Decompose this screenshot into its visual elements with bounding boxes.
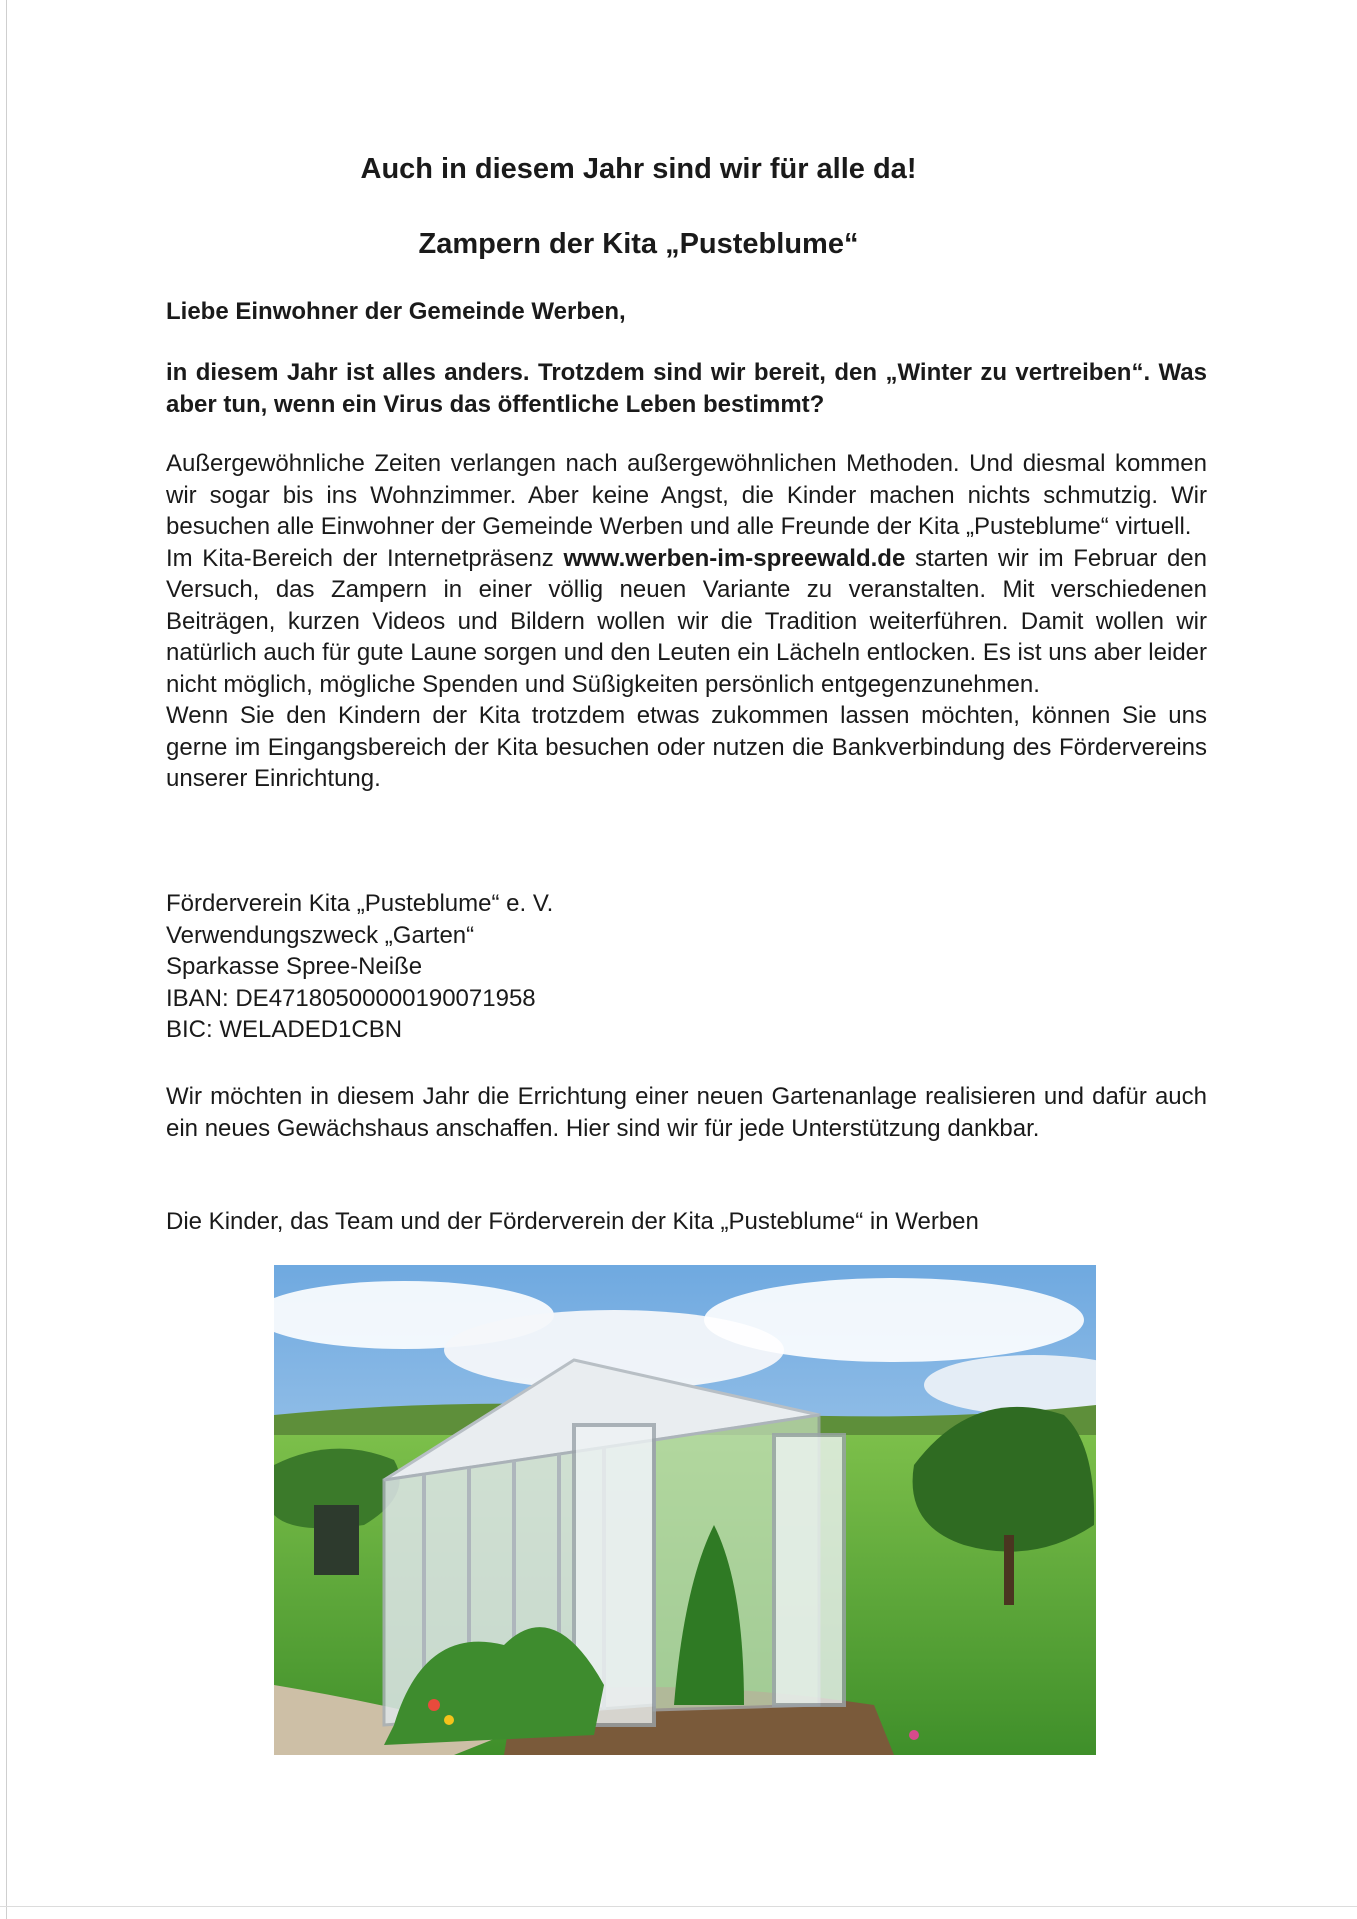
greenhouse-photo <box>274 1265 1096 1755</box>
flowers <box>909 1730 919 1740</box>
greeting: Liebe Einwohner der Gemeinde Werben, <box>166 298 626 325</box>
main-paragraph <box>166 448 1207 795</box>
paragraph-line-group: Außergewöhnliche Zeiten verlangen nach außergewöhnlichen Methoden. Und diesmal kommen wir sogar bis ins Wohnzimmer. Aber keine Angst, die Kinder machen nichts schmutzig. Wir besuchen alle Einwohner der Gemeinde Werben und alle Freunde der Kita „Pusteblume“ virtuell. <box>166 450 1207 540</box>
greenhouse-illustration <box>274 1265 1096 1755</box>
cloud <box>704 1278 1084 1362</box>
tree-trunk <box>1004 1535 1014 1605</box>
scan-edge-bottom <box>0 1906 1357 1907</box>
bank-details <box>166 888 1207 1046</box>
bank-iban: IBAN: DE47180500000190071958 <box>166 984 536 1012</box>
website-link[interactable]: www.werben-im-spreewald.de <box>563 544 906 572</box>
bank-name: Sparkasse Spree-Neiße <box>166 953 423 980</box>
scan-edge <box>6 0 7 1919</box>
flowers <box>428 1699 440 1711</box>
bank-purpose: Verwendungszweck „Garten“ <box>166 921 475 949</box>
paragraph-line-group <box>166 543 1207 701</box>
closing-paragraph: Wir möchten in diesem Jahr die Errichtung einer neuen Gartenanlage realisieren und dafür auch ein neues Gewächshaus anschaffen. Hier sind wir für jede Unterstützung dankbar. <box>166 1083 1207 1142</box>
text-fragment: Im Kita-Bereich der Internetpräsenz <box>166 544 564 572</box>
greenhouse-door-right <box>774 1435 844 1705</box>
water-barrel <box>314 1505 359 1575</box>
text-fragment: starten wir im Februar den Versuch, das Zampern in einer völlig neuen Variante zu veranstalten. Mit verschiedenen Beiträgen, kurzen Videos und Bildern wollen wir die Tradition weiterführen. Damit wollen wir natürlich auch für gute Laune sorgen und den Leuten ein Lächeln entlocken. Es ist uns aber leider nicht möglich, mögliche Spenden und Süßigkeiten persönlich entgegenzunehmen. <box>166 544 1207 698</box>
signature: Die Kinder, das Team und der Förderverein der Kita „Pusteblume“ in Werben <box>166 1208 979 1235</box>
bank-recipient: Förderverein Kita „Pusteblume“ e. V. <box>166 890 554 917</box>
paragraph-line-group: Wenn Sie den Kindern der Kita trotzdem etwas zukommen lassen möchten, können Sie uns gerne im Eingangsbereich der Kita besuchen oder nutzen die Bankverbindung des Fördervereins unserer Einrichtung. <box>166 702 1207 792</box>
intro-paragraph: in diesem Jahr ist alles anders. Trotzdem sind wir bereit, den „Winter zu vertreiben“. Was aber tun, wenn ein Virus das öffentliche Leben bestimmt? <box>166 359 1207 418</box>
page-title: Auch in diesem Jahr sind wir für alle da! <box>360 153 917 185</box>
flowers <box>444 1715 454 1725</box>
bank-bic: BIC: WELADED1CBN <box>166 1016 403 1043</box>
page-subtitle: Zampern der Kita „Pusteblume“ <box>418 228 859 260</box>
